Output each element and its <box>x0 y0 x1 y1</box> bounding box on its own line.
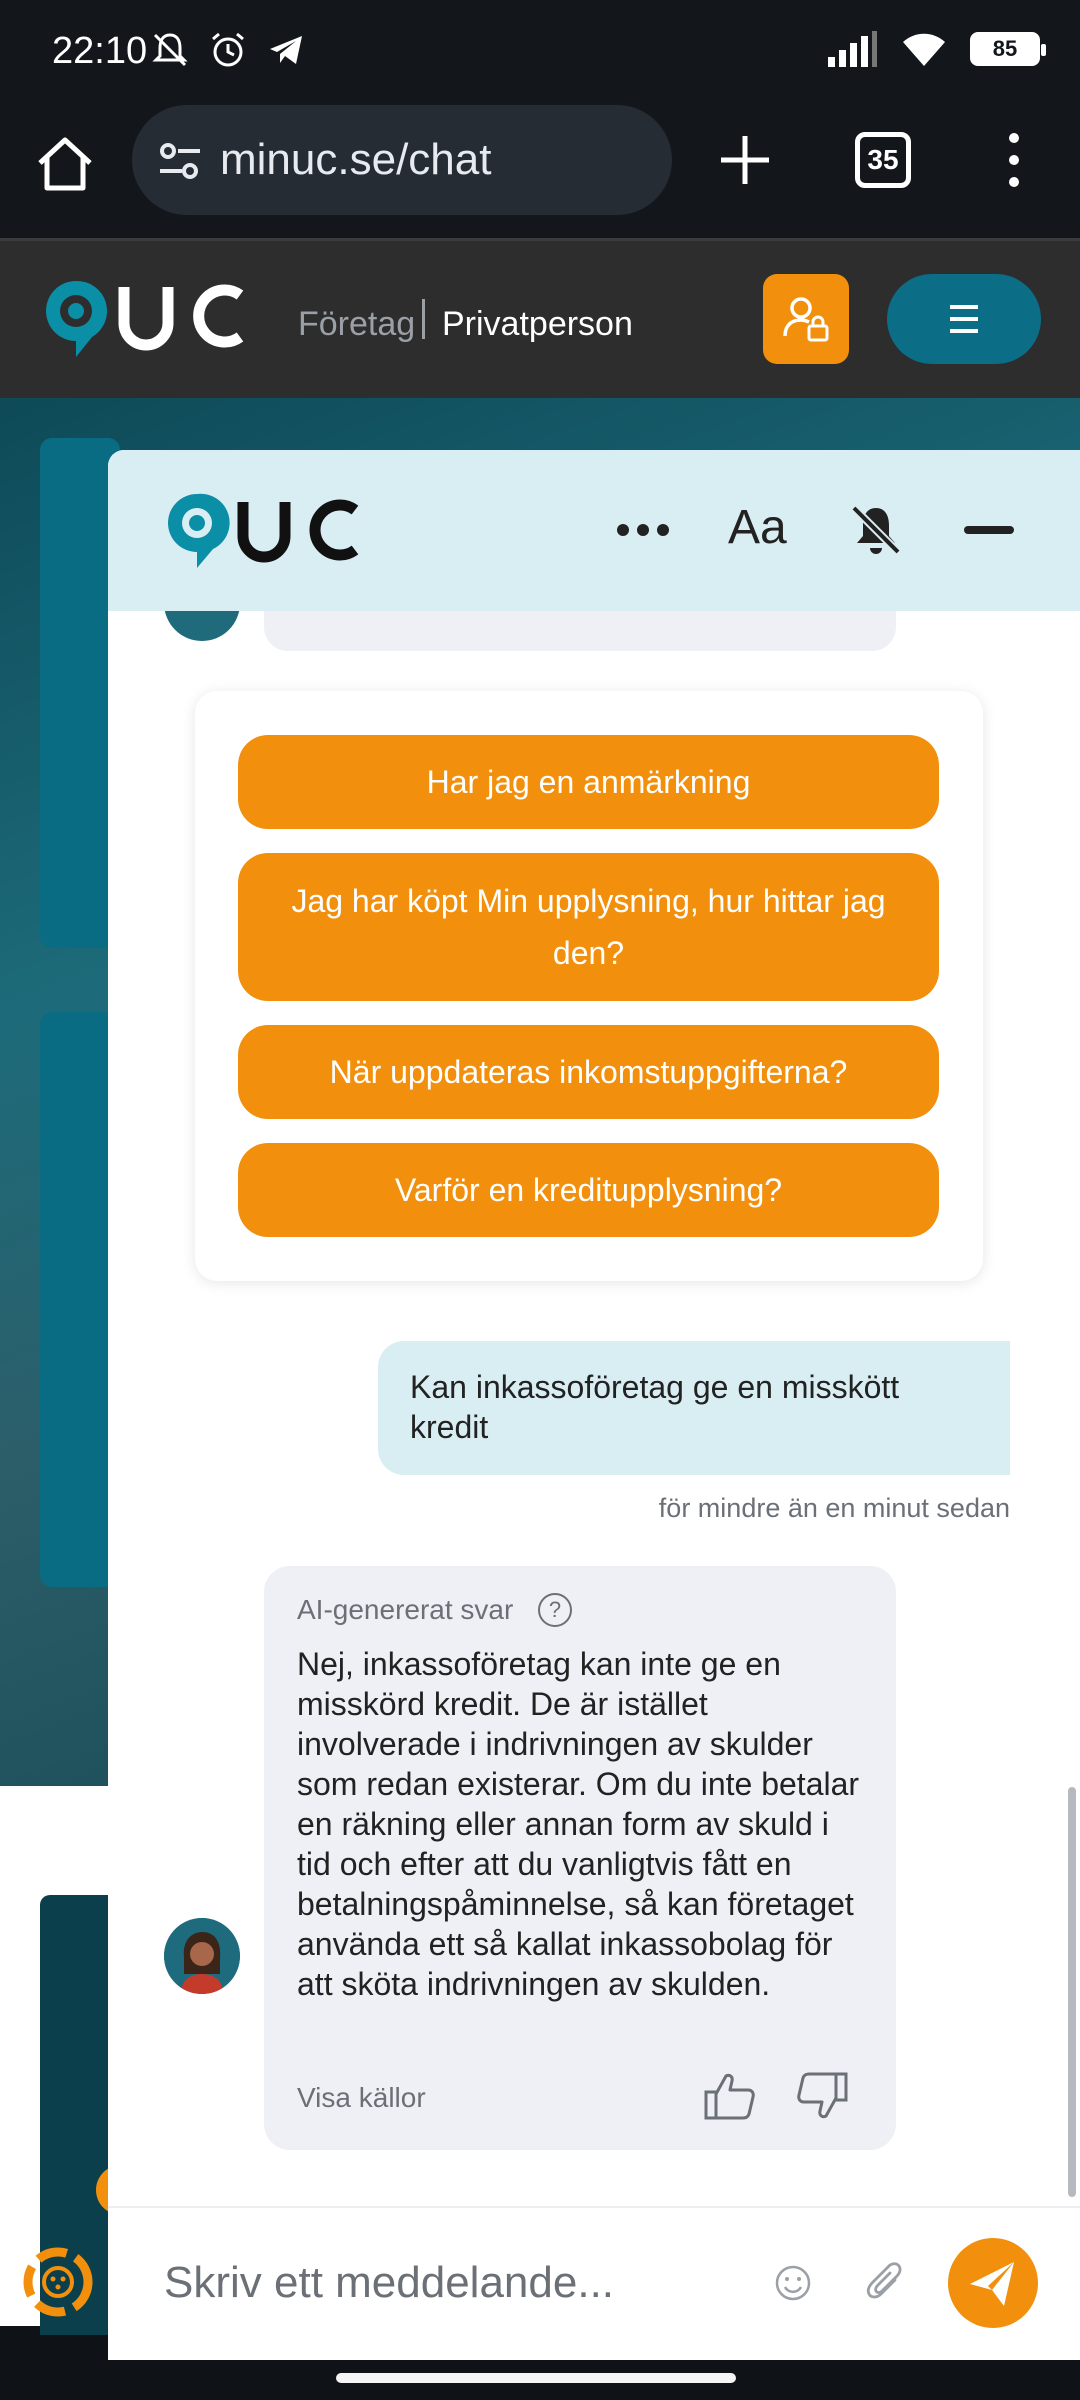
chat-uc-logo <box>163 488 363 574</box>
chat-widget <box>108 450 1080 2360</box>
quick-reply-button[interactable]: Jag har köpt Min upplysning, hur hittar jag den? <box>238 853 939 1001</box>
minimize-button[interactable] <box>964 526 1014 534</box>
previous-bot-message <box>264 611 896 651</box>
tab-count: 35 <box>867 144 899 175</box>
status-right-icons <box>826 30 1040 68</box>
chat-more-icon[interactable] <box>613 510 673 550</box>
new-tab-icon[interactable] <box>715 130 775 190</box>
send-button[interactable] <box>948 2238 1038 2328</box>
chat-scrollbar[interactable] <box>1068 1787 1076 2197</box>
bot-message <box>264 1566 896 2150</box>
alarm-icon <box>208 30 248 70</box>
thumbs-down-icon[interactable] <box>794 2068 850 2124</box>
attachment-icon[interactable] <box>865 2260 905 2306</box>
login-button[interactable] <box>763 274 849 364</box>
notification-off-icon[interactable] <box>846 500 906 560</box>
send-icon <box>948 2238 1038 2328</box>
browser-toolbar <box>0 105 1080 238</box>
battery-icon <box>970 32 1040 66</box>
mute-icon <box>150 30 190 70</box>
nav-divider <box>422 299 425 339</box>
emoji-icon[interactable] <box>773 2263 813 2303</box>
home-gesture-handle[interactable] <box>336 2373 736 2383</box>
bot-message-text: Nej, inkassoföretag kan inte ge en misskörd kredit. De är istället involverade i indrivningen av skulder som redan existerar. Om du inte betalar en räkning eller annan form av skuld i tid och efter att du vanligtvis fått en betalningspåminnelse, så kan företaget använda ett så kallat inkassobolag för att sköta indrivningen av skulden. <box>297 1646 860 2002</box>
site-header <box>0 238 1080 398</box>
ai-generated-label: AI-genererat svar <box>297 1594 514 1625</box>
status-left-icons <box>150 30 306 70</box>
font-size-button[interactable]: Aa <box>728 501 787 554</box>
nav-foretag[interactable]: Företag <box>298 305 416 343</box>
quick-reply-button[interactable]: När uppdateras inkomstuppgifterna? <box>238 1025 939 1119</box>
quick-reply-button[interactable]: Har jag en anmärkning <box>238 735 939 829</box>
address-bar[interactable] <box>132 105 672 215</box>
chat-header <box>108 450 1080 611</box>
nav-privatperson[interactable]: Privatperson <box>442 305 633 343</box>
chat-messages[interactable] <box>108 611 1080 2206</box>
bot-avatar <box>164 1918 240 1994</box>
telegram-icon <box>266 30 306 70</box>
bot-avatar <box>164 611 240 641</box>
status-time: 22:10 <box>52 30 148 72</box>
battery-level: 85 <box>992 36 1018 61</box>
chat-launcher-icon[interactable] <box>18 2242 98 2322</box>
agent-avatar-icon <box>164 1918 240 1994</box>
site-settings-icon[interactable] <box>156 137 204 185</box>
more-options-icon[interactable] <box>996 130 1032 190</box>
user-message: Kan inkassoföretag ge en misskött kredit <box>378 1341 1010 1475</box>
system-navigation-bar <box>0 2360 1080 2400</box>
menu-button[interactable] <box>887 274 1041 364</box>
chat-input-bar <box>108 2206 1080 2360</box>
hamburger-icon <box>887 274 1041 364</box>
thumbs-up-icon[interactable] <box>702 2068 758 2124</box>
quick-reply-button[interactable]: Varför en kreditupplysning? <box>238 1143 939 1237</box>
wifi-icon <box>900 30 948 68</box>
show-sources-link[interactable]: Visa källor <box>297 2082 426 2113</box>
user-lock-icon <box>763 274 849 364</box>
signal-icon <box>826 31 878 67</box>
status-bar <box>0 0 1080 105</box>
message-timestamp: för mindre än en minut sedan <box>658 1493 1010 1523</box>
uc-logo[interactable] <box>40 273 250 363</box>
tab-switcher-button[interactable] <box>855 132 911 188</box>
help-icon[interactable]: ? <box>538 1593 572 1627</box>
home-icon[interactable] <box>34 133 96 195</box>
url-text[interactable]: minuc.se/chat <box>220 135 492 184</box>
quick-replies-card <box>195 691 983 1281</box>
message-input[interactable] <box>164 2248 724 2318</box>
